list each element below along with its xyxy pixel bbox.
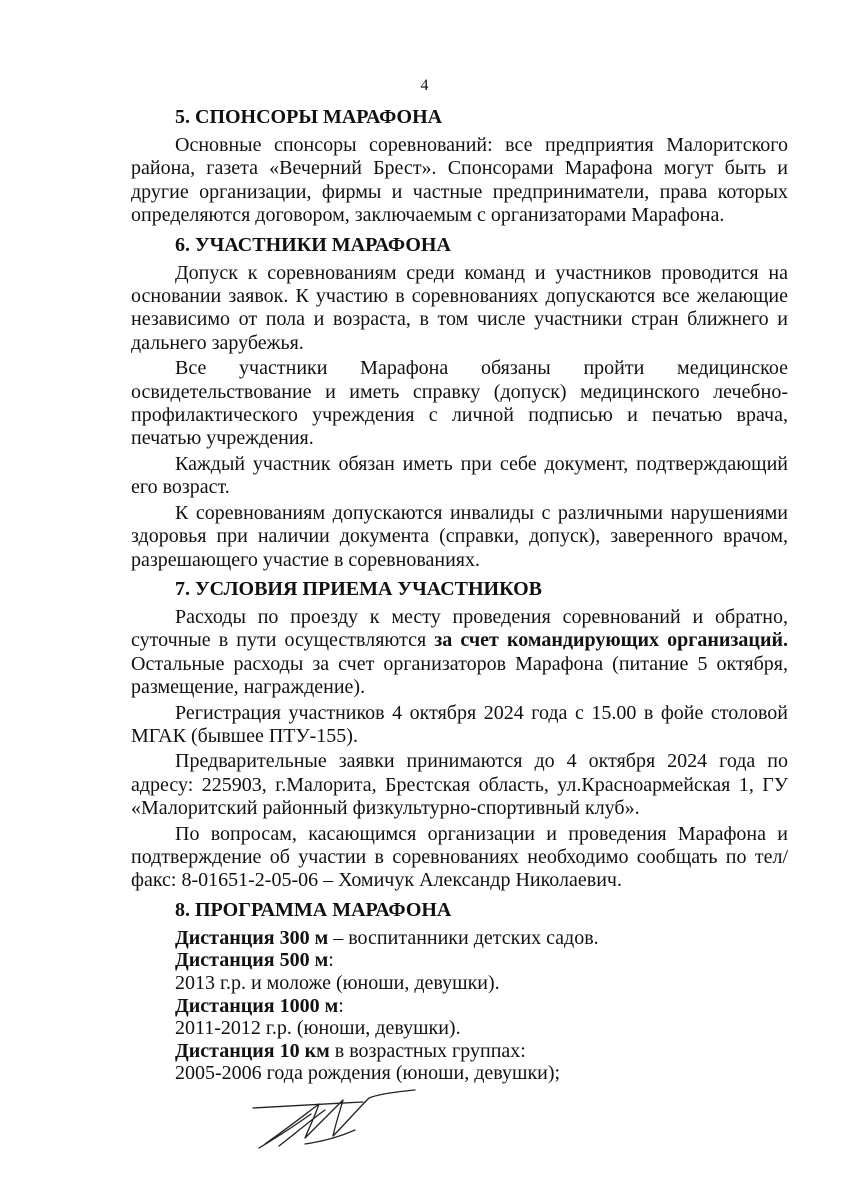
program-text: 2005-2006 года рождения (юноши, девушки); [175, 1062, 561, 1085]
paragraph: К соревнованиям допускаются инвалиды с различными нарушениями здоровья при наличии документа (справки, допуск), заверенного врачом, разрешающего участие в соревнованиях. [131, 501, 788, 571]
section-title-sponsors: 5. СПОНСОРЫ МАРАФОНА [175, 106, 443, 128]
distance-label: Дистанция 500 м [175, 949, 329, 972]
paragraph: Допуск к соревнованиям среди команд и участников проводится на основании заявок. К участию в соревнованиях допускаются все желающие независимо от пола и возраста, в том числе участники стран ближнего и дальнего зарубежья. [131, 261, 788, 354]
bold-text: за счет командирующих организаций. [434, 629, 789, 652]
paragraph: Каждый участник обязан иметь при себе документ, подтверждающий его возраст. [131, 452, 788, 499]
text-run: Остальные расходы за счет организаторов Марафона (питание 5 октября, размещение, награждение). [131, 652, 788, 699]
section-title-participants: 6. УЧАСТНИКИ МАРАФОНА [175, 233, 451, 256]
document-body [131, 100, 788, 1085]
program-line [175, 927, 788, 950]
program-list [131, 927, 788, 1085]
program-line [175, 972, 788, 995]
program-text: : [328, 949, 334, 972]
program-line [175, 1040, 788, 1063]
program-text: – воспитанники детских садов. [328, 926, 599, 949]
program-line [175, 949, 788, 972]
paragraph [131, 606, 788, 700]
text-run: Расходы по проезду к месту проведения соревнований и обратно, суточные в пути осуществляются [131, 605, 788, 652]
section-title-conditions: 7. УСЛОВИЯ ПРИЕМА УЧАСТНИКОВ [175, 577, 543, 600]
section-title-program: 8. ПРОГРАММА МАРАФОНА [175, 898, 452, 921]
program-text: 2013 г.р. и моложе (юноши, девушки). [175, 971, 500, 994]
distance-label: Дистанция 300 м [175, 926, 329, 949]
paragraph: Предварительные заявки принимаются до 4 октября 2024 года по адресу: 225903, г.Малорита, Брестская область, ул.Красноармейская 1, ГУ «Малоритский районный физкультурно-спортивный клуб». [131, 750, 788, 820]
paragraph: Основные спонсоры соревнований: все предприятия Малоритского района, газета «Вечерний Брест». Спонсорами Марафона могут быть и другие организации, фирмы и частные предприниматели, права которых определяются договором, заключаемым с организаторами Марафона. [131, 134, 788, 227]
handwritten-signature [245, 1086, 425, 1152]
distance-label: Дистанция 1000 м [175, 994, 339, 1017]
program-text: 2011-2012 г.р. (юноши, девушки). [175, 1017, 461, 1040]
program-text: в возрастных группах: [329, 1039, 526, 1062]
program-line [175, 995, 788, 1018]
program-line [175, 1062, 788, 1085]
paragraph: Все участники Марафона обязаны пройти медицинское освидетельствование и иметь справку (допуск) медицинского лечебно-профилактического учреждения с личной подписью и печатью врача, печатью учреждения. [131, 357, 788, 450]
paragraph: По вопросам, касающимся организации и проведения Марафона и подтверждение об участии в соревнованиях необходимо сообщать по тел/факс: 8-01651-2-05-06 – Хомичук Александр Николаевич. [131, 822, 788, 892]
distance-label: Дистанция 10 км [175, 1039, 330, 1062]
paragraph: Регистрация участников 4 октября 2024 года с 15.00 в фойе столовой МГАК (бывшее ПТУ-155). [131, 701, 788, 747]
page-number: 4 [420, 77, 429, 94]
program-line [175, 1017, 788, 1040]
program-text: : [338, 994, 344, 1017]
